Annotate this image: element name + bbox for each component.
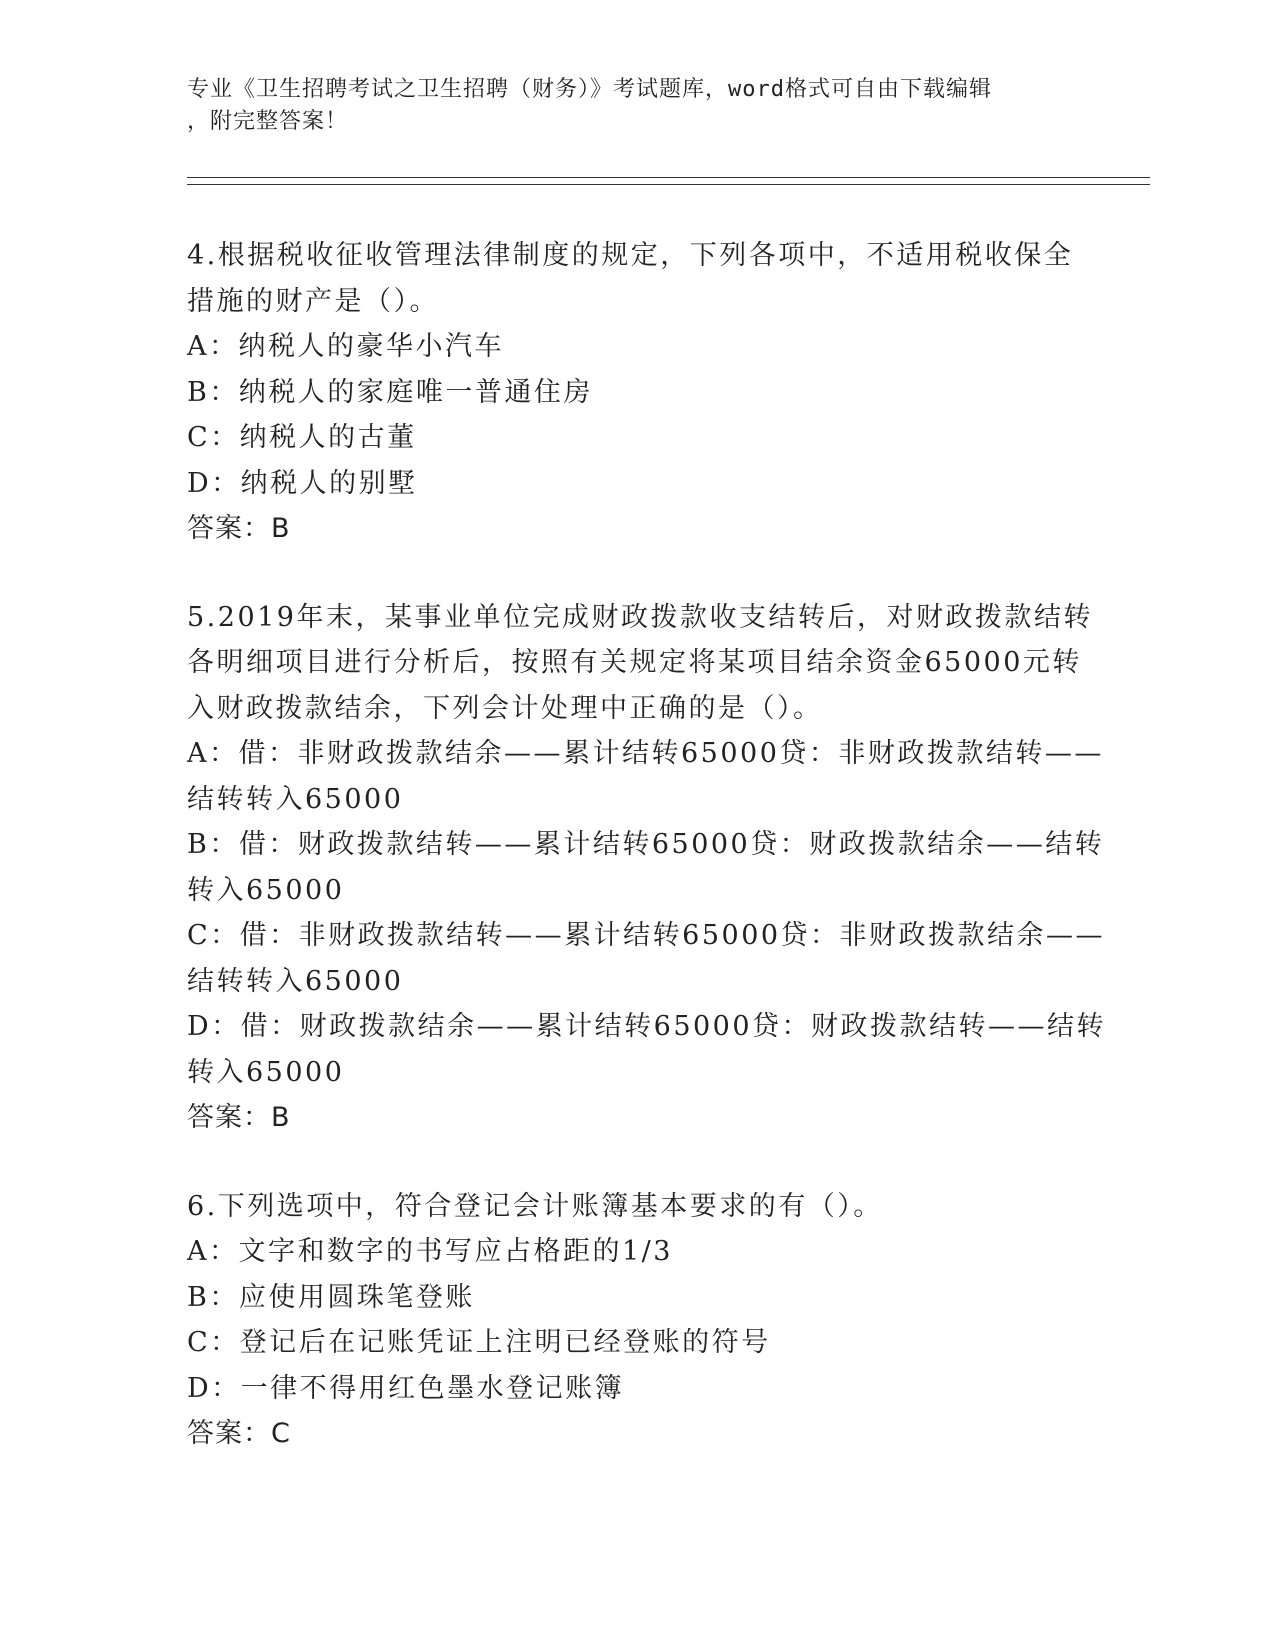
question-4 [187, 233, 1087, 552]
option-d: D：借：财政拨款结余——累计结转65000贷：财政拨款结转——结转 [187, 1011, 1107, 1042]
option-b: B：应使用圆珠笔登账 [187, 1281, 475, 1313]
question-list [187, 233, 1107, 1500]
option-b-continued: 转入65000 [187, 874, 345, 906]
option-a: A：文字和数字的书写应占格距的1/3 [187, 1236, 673, 1267]
option-b: B：借：财政拨款结转——累计结转65000贷：财政拨款结余——结转 [187, 829, 1105, 860]
question-stem-line: 5.2019年末，某事业单位完成财政拨款收支结转后，对财政拨款结转 [187, 601, 1093, 633]
question-stem-line: 各明细项目进行分析后，按照有关规定将某项目结余资金65000元转 [187, 647, 1082, 678]
option-c-continued: 结转转入65000 [187, 965, 404, 997]
question-stem-line: 4.根据税收征收管理法律制度的规定，下列各项中，不适用税收保全 [187, 240, 1074, 271]
header-line-1: 专业《卫生招聘考试之卫生招聘（财务）》考试题库，word格式可自由下载编辑 [187, 77, 992, 102]
header-line-2: ，附完整答案！ [187, 109, 349, 134]
option-d: D：纳税人的别墅 [187, 467, 418, 499]
question-stem-line: 6.下列选项中，符合登记会计账簿基本要求的有（）。 [187, 1190, 883, 1222]
answer-label: 答案：B [187, 1102, 291, 1133]
header-double-rule [187, 177, 1150, 185]
option-c: C：纳税人的古董 [187, 422, 417, 453]
question-6 [187, 1184, 1087, 1457]
option-b: B：纳税人的家庭唯一普通住房 [187, 376, 593, 408]
question-stem-line: 措施的财产是（）。 [187, 285, 439, 317]
option-a: A：借：非财政拨款结余——累计结转65000贷：非财政拨款结转—— [187, 738, 1104, 769]
answer-label: 答案：C [187, 1418, 291, 1449]
question-stem-line: 入财政拨款结余，下列会计处理中正确的是（）。 [187, 692, 823, 724]
document-header [187, 74, 1087, 138]
option-c: C：借：非财政拨款结转——累计结转65000贷：非财政拨款结余—— [187, 920, 1106, 951]
option-d-continued: 转入65000 [187, 1056, 345, 1088]
option-d: D：一律不得用红色墨水登记账簿 [187, 1372, 625, 1404]
answer-label: 答案：B [187, 513, 291, 544]
option-c: C：登记后在记账凭证上注明已经登账的符号 [187, 1327, 771, 1358]
question-5 [187, 595, 1107, 1141]
option-a: A：纳税人的豪华小汽车 [187, 331, 504, 362]
option-a-continued: 结转转入65000 [187, 783, 404, 815]
